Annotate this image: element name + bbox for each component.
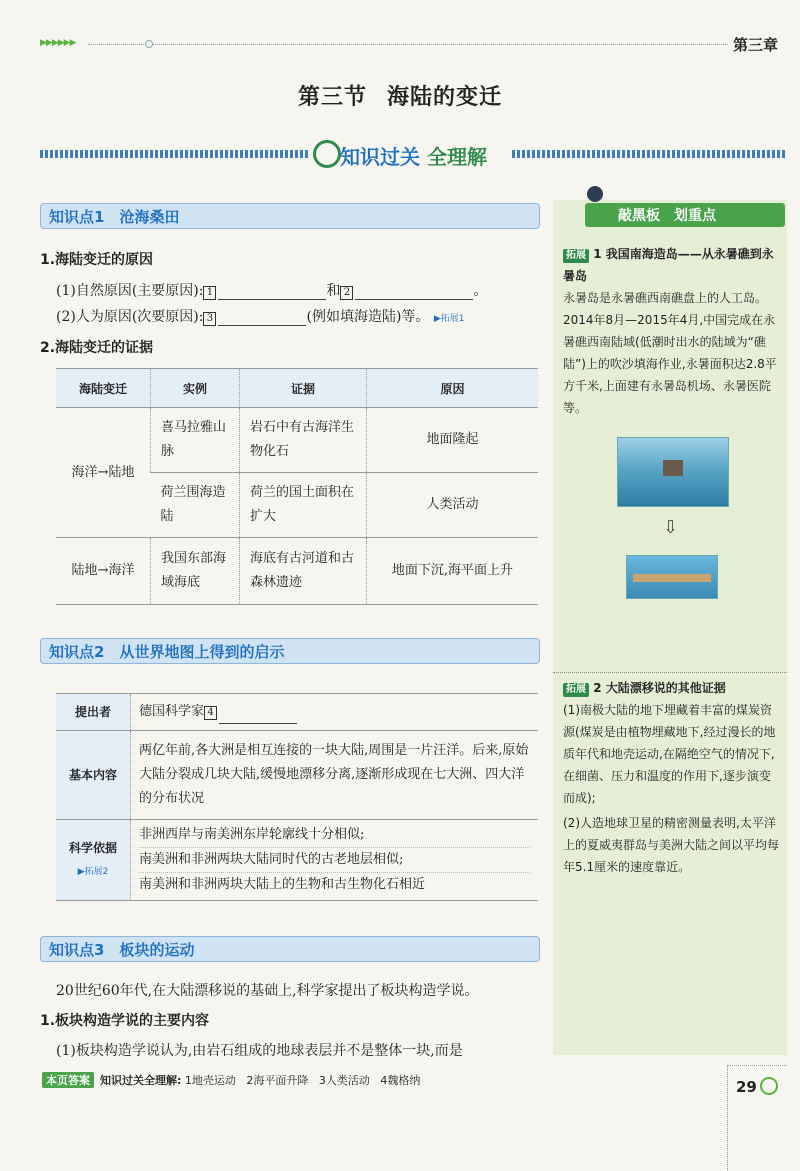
banner-title	[340, 141, 487, 170]
page-title	[0, 80, 800, 111]
line1-prefix: (1)自然原因(主要原因):	[56, 283, 204, 299]
table-row	[56, 820, 538, 901]
example-cell: 荷兰围海造陆	[151, 473, 240, 538]
ext1-heading	[563, 243, 781, 287]
ext2-number: 2	[593, 681, 602, 695]
ext2-para-2: (2)人造地球卫星的精密测量表明,太平洋上的夏威夷群岛与美洲大陆之间以平均每年5.1厘米的速度靠近。	[563, 816, 780, 874]
group-ocean-to-land: 海洋→陆地	[56, 408, 151, 538]
kp3-intro: 20世纪60年代,在大陆漂移说的基础上,科学家提出了板块构造学说。	[56, 983, 479, 999]
kp1-line-1	[56, 280, 487, 300]
header-divider	[88, 44, 728, 45]
kp2-bar	[40, 638, 540, 664]
cause-cell: 地面隆起	[367, 408, 539, 473]
island-shape	[633, 574, 711, 582]
extension-link-2[interactable]: ▶拓展2	[77, 867, 109, 877]
answer-blank-1[interactable]	[218, 283, 326, 300]
header-arrows: ▶▶▶▶▶▶	[40, 38, 76, 48]
table-header-row	[56, 369, 538, 408]
answer-item: 3人类活动	[318, 1074, 370, 1087]
table-row	[56, 408, 538, 473]
stilt-house-shape	[663, 460, 683, 476]
proposer-label: 提出者	[56, 694, 131, 731]
kp3-heading-1: 1.板块构造学说的主要内容	[40, 1013, 210, 1029]
kp1-heading-2: 2.海陆变迁的证据	[40, 340, 154, 356]
th-evidence: 证据	[240, 369, 367, 408]
table-row	[56, 694, 538, 731]
proposer-text: 德国科学家	[139, 704, 205, 719]
ext1-tag: 拓展	[563, 249, 589, 263]
cause-cell: 人类活动	[367, 473, 539, 538]
evidence-table	[56, 368, 538, 605]
banner-part1: 知识过关	[340, 145, 420, 169]
line2-suffix: (例如填海造陆)等。	[306, 309, 430, 325]
ext2-title: 大陆漂移说的其他证据	[605, 681, 726, 695]
table-row	[56, 538, 538, 605]
island-photo-after	[626, 555, 718, 599]
blank-number-3: 3	[203, 312, 216, 326]
basis-item: 南美洲和非洲两块大陆上的生物和古生物化石相近	[139, 872, 530, 897]
proposer-cell	[131, 694, 539, 731]
example-cell: 我国东部海域海底	[151, 538, 240, 605]
content-label: 基本内容	[56, 731, 131, 820]
content-cell: 两亿年前,各大洲是相互连接的一块大陆,周围是一片汪洋。后来,原始大陆分裂成几块大陆,缓慢地漂移分离,逐渐形成现在七大洲、四大洋的分布状况	[131, 731, 539, 820]
th-change: 海陆变迁	[56, 369, 151, 408]
banner-stripe-right	[512, 150, 787, 158]
line2-prefix: (2)人为原因(次要原因):	[56, 309, 204, 325]
banner-stripe-left	[40, 150, 310, 158]
corner-line-top	[727, 1065, 787, 1066]
basis-cell	[131, 820, 539, 901]
kp3-label: 知识点3 板块的运动	[49, 941, 195, 959]
evidence-cell: 荷兰的国土面积在扩大	[240, 473, 367, 538]
answer-item: 2海平面升降	[246, 1074, 309, 1087]
and-word: 和	[326, 283, 341, 299]
blank-number-4: 4	[204, 706, 217, 720]
page-number: 29	[736, 1078, 757, 1096]
header-dot	[145, 40, 153, 48]
kp2-label: 知识点2 从世界地图上得到的启示	[49, 643, 285, 661]
basis-item: 非洲西岸与南美洲东岸轮廓线十分相似;	[139, 827, 365, 842]
answer-badge: 本页答案	[42, 1072, 94, 1088]
kp1-heading-1: 1.海陆变迁的原因	[40, 252, 154, 268]
sidebar-title: 敲黑板 划重点	[618, 208, 716, 224]
answer-item: 4魏格纳	[380, 1074, 421, 1087]
answer-blank-3[interactable]	[218, 309, 306, 326]
kp1-line-2	[56, 306, 465, 326]
extension-link-1[interactable]: ▶拓展1	[433, 314, 465, 324]
cause-cell: 地面下沉,海平面上升	[367, 538, 539, 605]
banner-part2: 全理解	[426, 145, 487, 169]
sidebar-ext2	[563, 677, 781, 878]
reef-photo-before	[617, 437, 729, 507]
answer-label: 知识过关全理解:	[100, 1074, 182, 1087]
sidebar-ext1	[563, 243, 781, 419]
ext1-body: 永暑岛是永暑礁西南礁盘上的人工岛。2014年8月—2015年4月,中国完成在永暑礁西南陆域(低潮时出水的陆域为“礁陆”)上的吹沙填海作业,永暑面积达2.8平方千米,上面建有永暑岛机场、永暑医院等。	[563, 291, 777, 415]
example-cell: 喜马拉雅山脉	[151, 408, 240, 473]
answer-item: 1地壳运动	[184, 1074, 236, 1087]
swirl-icon	[313, 140, 341, 168]
section-number: 第三节	[297, 84, 367, 110]
teacher-icon	[587, 186, 603, 202]
ring-icon	[760, 1077, 778, 1095]
answer-strip	[42, 1072, 420, 1088]
kp1-label: 知识点1 沧海桑田	[49, 208, 180, 226]
basis-label-cell	[56, 820, 131, 901]
ext2-tag: 拓展	[563, 683, 589, 697]
corner-line-left	[727, 1065, 728, 1171]
evidence-cell: 岩石中有古海洋生物化石	[240, 408, 367, 473]
th-example: 实例	[151, 369, 240, 408]
line1-end: 。	[473, 283, 488, 299]
continental-drift-table	[56, 693, 538, 901]
evidence-cell: 海底有古河道和古森林遗迹	[240, 538, 367, 605]
section-name: 海陆的变迁	[387, 84, 503, 110]
ext1-title: 我国南海造岛——从永暑礁到永暑岛	[563, 247, 774, 283]
kp3-line-1: (1)板块构造学说认为,由岩石组成的地球表层并不是整体一块,而是	[56, 1043, 463, 1059]
group-land-to-ocean: 陆地→海洋	[56, 538, 151, 605]
chapter-label: 第三章	[733, 36, 779, 54]
blank-number-2: 2	[340, 286, 353, 300]
basis-label: 科学依据	[68, 841, 117, 855]
basis-item: 南美洲和非洲两块大陆同时代的古老地层相似;	[139, 847, 530, 872]
ext1-number: 1	[593, 247, 602, 261]
table-row	[56, 731, 538, 820]
ext2-para-1: (1)南极大陆的地下埋藏着丰富的煤炭资源(煤炭是由植物埋藏地下,经过漫长的地质年代和地壳运动,在隔绝空气的情况下,在细菌、压力和温度的作用下,逐步演变而成);	[563, 703, 776, 805]
th-cause: 原因	[367, 369, 539, 408]
ext2-heading	[563, 677, 781, 699]
kp1-bar	[40, 203, 540, 229]
answer-blank-2[interactable]	[355, 283, 473, 300]
sidebar-divider	[553, 672, 787, 673]
blank-number-1: 1	[203, 286, 216, 300]
down-arrow-icon: ⇩	[663, 517, 679, 538]
kp3-bar	[40, 936, 540, 962]
answer-blank-4[interactable]	[219, 707, 297, 724]
